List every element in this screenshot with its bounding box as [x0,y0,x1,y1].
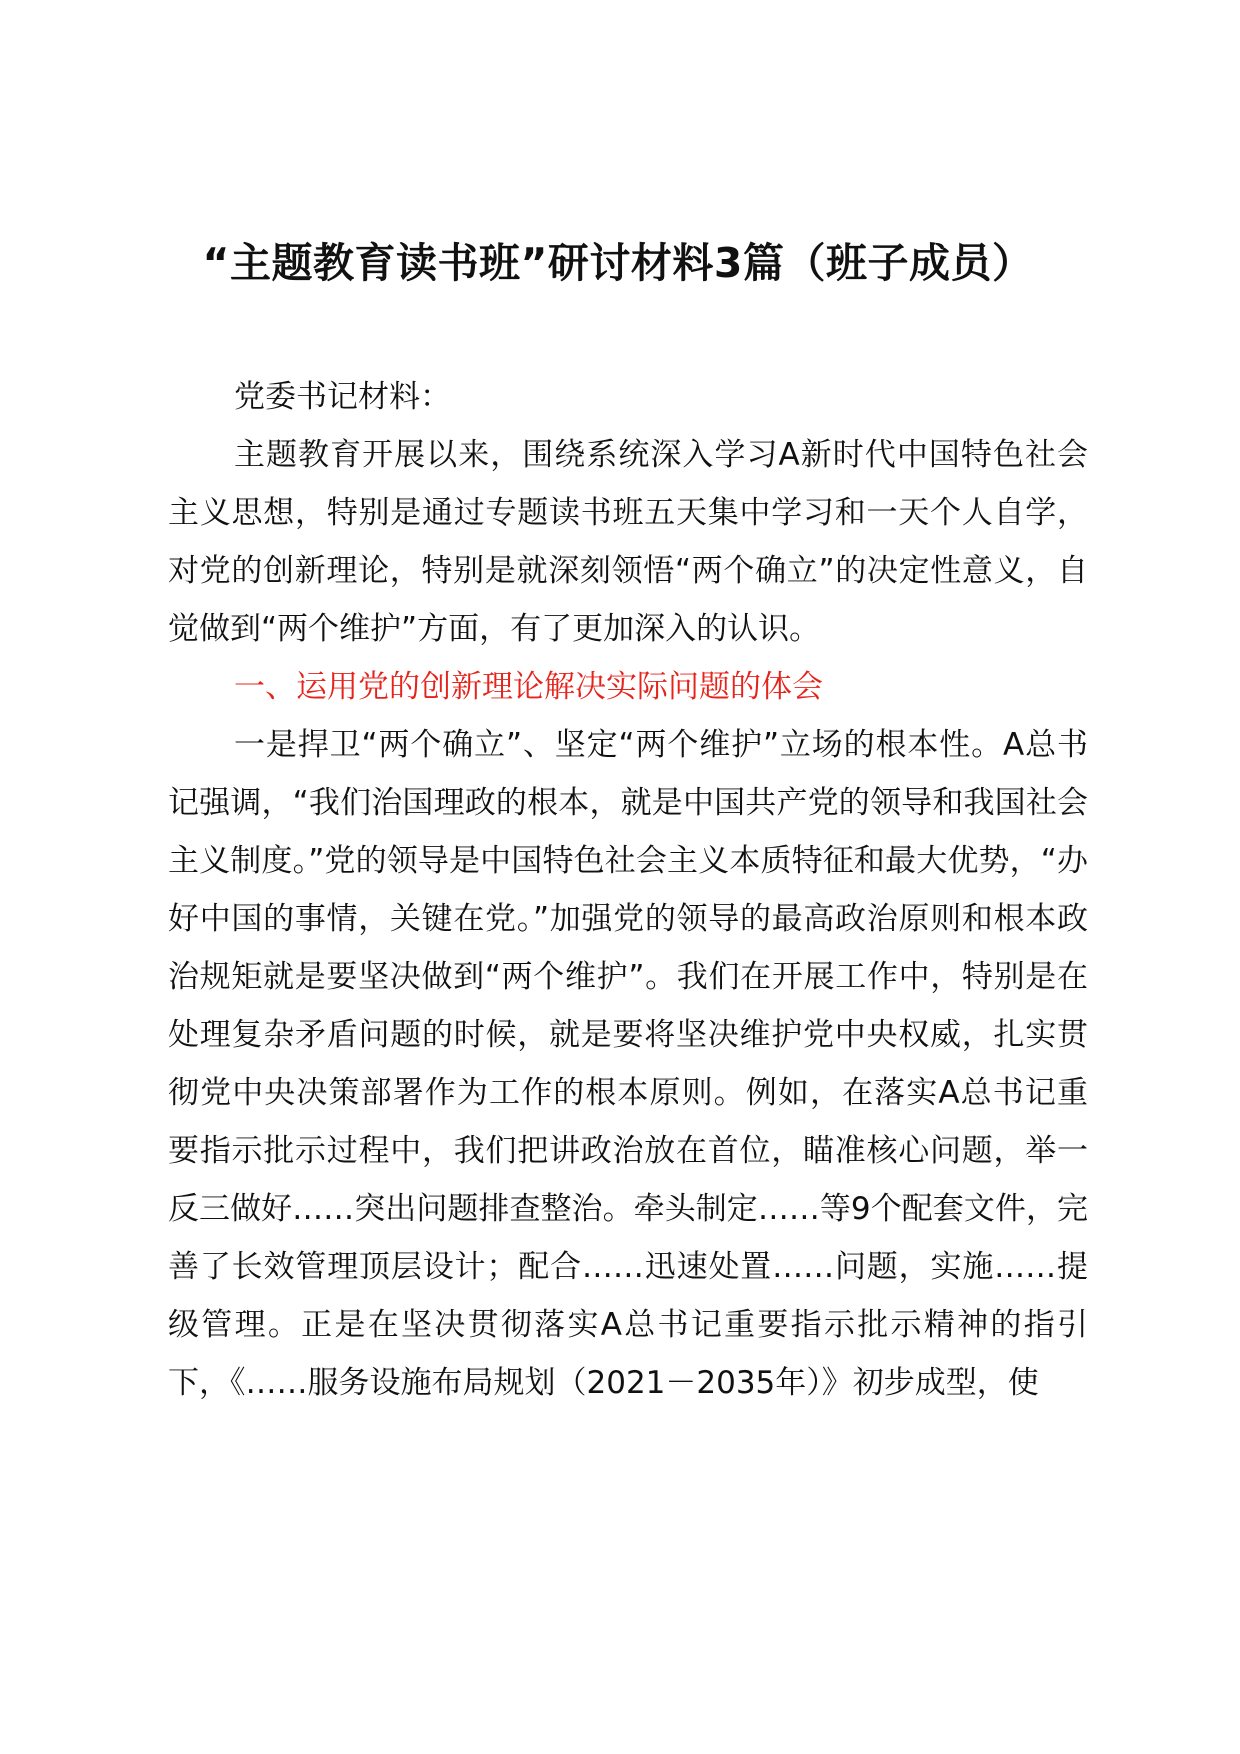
document-title: “主题教育读书班”研讨材料3篇（班子成员） [202,239,1034,287]
paragraph-intro: 主题教育开展以来，围绕系统深入学习A新时代中国特色社会主义思想，特别是通过专题读书班五天集中学习和一天个人自学，对党的创新理论，特别是就深刻领悟“两个确立”的决定性意义，自觉做到“两个维护”方面，有了更加深入的认识。 [168,437,1088,647]
document-body [168,368,1088,1412]
section-heading-1: 一、运用党的创新理论解决实际问题的体会 [234,669,823,705]
section-label: 党委书记材料： [234,379,451,415]
paragraph-body-1: 一是捍卫“两个确立”、坚定“两个维护”立场的根本性。A总书记强调，“我们治国理政的根本，就是中国共产党的领导和我国社会主义制度。”党的领导是中国特色社会主义本质特征和最大优势，“办好中国的事情，关键在党。”加强党的领导的最高政治原则和根本政治规矩就是要坚决做到“两个维护”。我们在开展工作中，特别是在处理复杂矛盾问题的时候，就是要将坚决维护党中央权威，扎实贯彻党中央决策部署作为工作的根本原则。例如，在落实A总书记重要指示批示过程中，我们把讲政治放在首位，瞄准核心问题，举一反三做好……突出问题排查整治。牵头制定……等9个配套文件，完善了长效管理顶层设计；配合……迅速处置……问题，实施……提级管理。正是在坚决贯彻落实A总书记重要指示批示精神的指引下，《……服务设施布局规划（2021－2035年）》初步成型，使 [168,727,1088,1401]
